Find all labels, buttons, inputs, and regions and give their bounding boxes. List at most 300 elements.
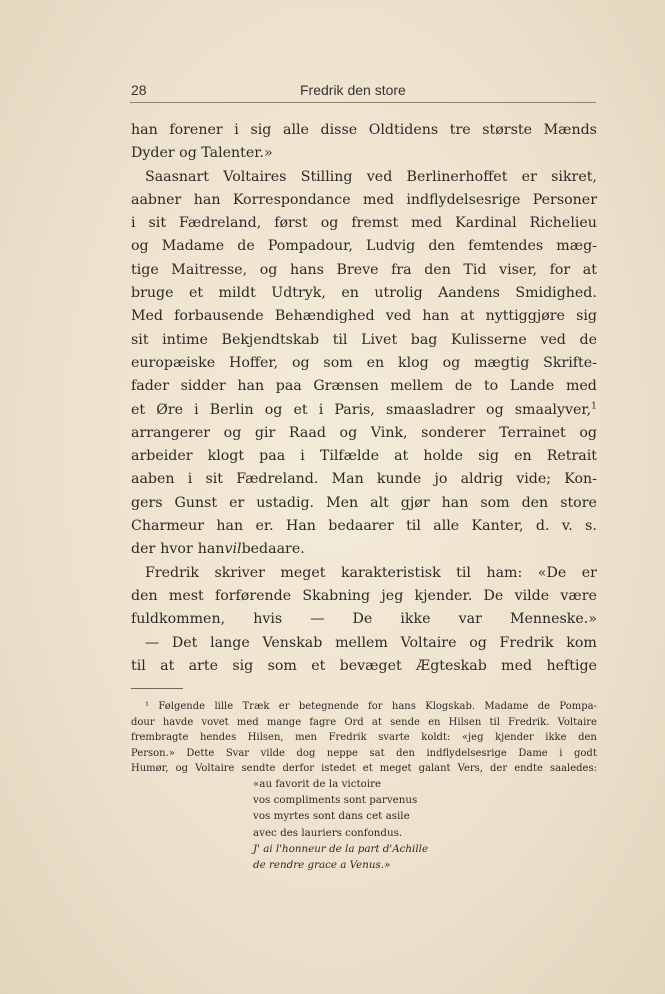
word: paa (275, 378, 302, 395)
text-line (131, 608, 597, 631)
word: Men (326, 494, 359, 511)
word: Berlinerhoffet (406, 168, 508, 185)
word: som (480, 494, 510, 511)
body-text (131, 119, 597, 678)
word: Kardinal (455, 215, 517, 232)
text-line (131, 445, 597, 468)
text-line (131, 212, 597, 235)
word: i (131, 215, 136, 232)
word: er (581, 564, 597, 581)
word: forbausende (174, 308, 264, 325)
word: disse (320, 122, 358, 138)
word: er (229, 494, 245, 511)
word: holde (423, 448, 464, 465)
word: Maitresse, (171, 261, 248, 278)
word: Dame (518, 747, 548, 759)
word: sendte (241, 763, 276, 775)
word: et (188, 285, 204, 302)
word: bevæget (339, 657, 402, 674)
text-line (131, 282, 597, 305)
word: et (362, 763, 373, 775)
word: og (442, 354, 461, 371)
word: Følgende (158, 701, 206, 712)
word: jo (434, 471, 448, 488)
text-line (131, 492, 597, 515)
word: Livet (361, 331, 398, 348)
word: Lande (509, 378, 555, 395)
word: mellem (390, 378, 444, 395)
word: og (291, 354, 310, 371)
word: sig (232, 657, 254, 674)
word: en (341, 285, 359, 302)
word: De (483, 587, 504, 604)
word: betegnende (298, 701, 359, 712)
word: istedet (321, 763, 356, 775)
word: Terrainet (499, 424, 566, 441)
word: intime (162, 331, 208, 348)
word: gers (131, 494, 163, 511)
word: at (371, 716, 382, 728)
word: endte (514, 763, 543, 775)
word: og (579, 424, 597, 441)
word: for (368, 701, 383, 712)
word: de (579, 331, 597, 348)
word: Hilsen (448, 716, 482, 728)
word: Han (285, 518, 316, 535)
word: svarte (378, 732, 410, 744)
word: gir (254, 424, 276, 441)
word: Svar (225, 747, 250, 759)
word: kjender. (414, 587, 473, 604)
word: derfor (282, 763, 315, 775)
word: europæiske (131, 354, 216, 371)
word: ustadig. (256, 494, 315, 511)
footnote (131, 699, 597, 777)
word: et (311, 657, 326, 674)
word: femtendes (468, 238, 544, 255)
word: og (175, 763, 189, 775)
word: mange (266, 716, 302, 728)
running-title: Fredrik den store (300, 82, 406, 98)
word: frembragte (131, 732, 189, 744)
word: den (424, 261, 451, 278)
footnote-rule (131, 688, 183, 689)
word: der (131, 541, 156, 558)
word: de (454, 378, 473, 395)
word: smaasladrer (385, 401, 475, 418)
word: Skrifte- (543, 354, 597, 371)
word: Menneske.» (509, 611, 597, 628)
word: jeg (381, 587, 404, 604)
word: dour (131, 716, 155, 728)
word: med (565, 378, 597, 395)
word: med (411, 215, 443, 232)
word: v. (561, 518, 573, 535)
word: til (489, 716, 500, 728)
verse-line: vos compliments sont parvenus (253, 794, 418, 807)
word: og (264, 401, 283, 418)
word: som (267, 657, 297, 674)
word: Tid (463, 261, 487, 278)
word: Voltaires (223, 168, 287, 185)
word: til (131, 657, 146, 674)
word: Fredrik. (508, 716, 550, 728)
word: han (237, 378, 265, 395)
word: er (278, 701, 290, 712)
text-line (131, 655, 597, 678)
word: kunde (376, 471, 422, 488)
verse-line: avec des lauriers confondus. (253, 826, 403, 839)
word: Aandens (438, 285, 500, 302)
word: som (323, 354, 353, 371)
verse-line: vos myrtes sont dans cet asile (253, 810, 410, 823)
word: klog (397, 354, 429, 371)
word: to (483, 378, 499, 395)
verse-line: de rendre grace a Venus.» (253, 858, 391, 871)
footnote-line (131, 715, 597, 731)
word: fagre (309, 716, 337, 728)
word: en (366, 354, 385, 371)
word: den (396, 747, 415, 759)
word: og (469, 634, 487, 651)
word: smaalyver,$^1$ (514, 400, 597, 418)
text-line (131, 468, 597, 491)
word: ved (540, 331, 566, 348)
footnote-line (131, 730, 597, 746)
word: s. (585, 518, 597, 535)
emphasized-word: vil (224, 541, 242, 558)
word: og (131, 238, 149, 255)
word: ikke (545, 732, 567, 744)
word: med (236, 716, 259, 728)
word: tre (449, 122, 471, 138)
word: der (490, 763, 508, 775)
word: mellem (335, 634, 388, 651)
word: hans (391, 701, 416, 712)
word: Person.» (131, 747, 175, 759)
word: sende (390, 716, 420, 728)
word: Fædreland. (236, 471, 319, 488)
word: hvor (160, 541, 193, 558)
word: med (363, 191, 394, 208)
word: Gunst (174, 494, 218, 511)
word: ham: (486, 564, 523, 581)
word: Bekjendtskab (221, 331, 320, 348)
word: hendes (199, 732, 237, 744)
text-line (131, 538, 597, 561)
word: vilde (514, 587, 550, 604)
word: alle (282, 122, 309, 138)
word: vovet (201, 716, 229, 728)
word: Ægteskab (416, 657, 487, 674)
word: indflydelsesrige (426, 747, 507, 759)
word: aabner (131, 191, 182, 208)
word: han (197, 541, 225, 558)
word: mildt (218, 285, 256, 302)
word: i (300, 448, 305, 465)
word: kom (566, 634, 597, 651)
word: Madame (484, 701, 529, 712)
word: ¹ (145, 701, 150, 712)
word: Korrespondance (232, 191, 351, 208)
word: mest (168, 587, 204, 604)
word: koldt: (421, 732, 451, 744)
word: lille (214, 701, 234, 712)
text-line (131, 305, 597, 328)
word: Tilfælde (319, 448, 379, 465)
word: sig (250, 122, 272, 138)
word: er (521, 168, 537, 185)
word: meget (379, 763, 412, 775)
word: for (549, 261, 571, 278)
word: sig (576, 308, 597, 325)
word: klogt (207, 448, 245, 465)
footnote-line (131, 746, 597, 762)
word: og (320, 215, 339, 232)
word: største (482, 122, 532, 138)
word: Pompa- (559, 701, 597, 712)
word: Fredrik (328, 732, 367, 744)
word: sit (131, 331, 149, 348)
word: Vers, (457, 763, 483, 775)
word: de (537, 701, 551, 712)
word: at (160, 657, 175, 674)
word: bedaarer (328, 518, 394, 535)
verse-line: «au favorit de la victoire (253, 778, 382, 790)
word: sikret, (551, 168, 597, 185)
word: arbeider (131, 448, 193, 465)
word: arte (188, 657, 218, 674)
word: sit (148, 215, 167, 232)
word: saaledes: (549, 763, 597, 775)
word: Øre (156, 401, 184, 418)
word: han (441, 494, 469, 511)
word: han (193, 191, 221, 208)
word: store (560, 494, 597, 511)
word: et (131, 401, 146, 418)
text-line (131, 632, 597, 655)
word: karakteristisk (340, 564, 441, 581)
word: Vink, (370, 424, 408, 441)
page-number: 28 (131, 82, 147, 98)
text-line (131, 166, 597, 189)
word: Ludvig (365, 238, 416, 255)
word: alt (370, 494, 389, 511)
word: d. (535, 518, 550, 535)
word: fra (391, 261, 412, 278)
word: aldrig (460, 471, 504, 488)
text-line (131, 119, 597, 142)
word: Berlin (209, 401, 254, 418)
word: Personer (532, 191, 597, 208)
word: Oldtidens (368, 122, 439, 138)
word: Behændighed (274, 308, 375, 325)
word: den (428, 238, 455, 255)
word: Træk (242, 701, 270, 712)
word: Mænds (543, 122, 597, 138)
word: alle (433, 518, 460, 535)
word: med (501, 657, 533, 674)
word: tige (131, 261, 159, 278)
word: — (310, 611, 325, 628)
word: galant (418, 763, 451, 775)
text-line (131, 142, 597, 165)
word: var (458, 611, 482, 628)
word: forførende (214, 587, 292, 604)
word: han (131, 122, 158, 138)
word: at (394, 448, 409, 465)
text-line (131, 399, 597, 422)
word: en (514, 448, 532, 465)
word: Hoffer, (228, 354, 279, 371)
word: Breve (336, 261, 379, 278)
word: sit (205, 471, 223, 488)
word: og (486, 401, 504, 418)
text-line (131, 259, 597, 282)
word: meget (280, 564, 326, 581)
word: sig (478, 448, 500, 465)
word: Raad (288, 424, 326, 441)
word: og (259, 261, 278, 278)
word: i (194, 401, 199, 418)
word: Fædreland, (179, 215, 262, 232)
word: Humør, (131, 763, 169, 775)
word: ved (385, 308, 412, 325)
word: utrolig (374, 285, 423, 302)
word: indflydelsesrige (406, 191, 521, 208)
word: bag (410, 331, 438, 348)
word: gjør (400, 494, 430, 511)
word: i (559, 747, 563, 759)
word: ved (366, 168, 393, 185)
word: den (578, 732, 597, 744)
word: Grænsen (313, 378, 379, 395)
text-line (131, 189, 597, 212)
word: Voltaire (195, 763, 235, 775)
word: at (582, 261, 597, 278)
word: Pompadour, (267, 238, 353, 255)
word: sidder (180, 378, 226, 395)
word: viser, (499, 261, 538, 278)
word: fremst (351, 215, 399, 232)
word: Retrait (546, 448, 597, 465)
word: bedaare. (241, 541, 305, 558)
word: paa (259, 448, 286, 465)
word: til (456, 564, 471, 581)
word: den (521, 494, 549, 511)
text-line (131, 585, 597, 608)
word: hvis (253, 611, 283, 628)
word: til (406, 518, 421, 535)
word: Ord (344, 716, 364, 728)
word: Richelieu (529, 215, 597, 232)
word: Madame (161, 238, 225, 255)
word: Kon- (564, 471, 597, 488)
word: være (560, 587, 597, 604)
word: mægtig (474, 354, 530, 371)
footnote-line (131, 699, 597, 715)
word: Charmeur (131, 518, 205, 535)
footnote-marker: 1 (591, 400, 597, 411)
word: han (216, 518, 244, 535)
footnote-verse (253, 776, 428, 873)
word: sonderer (421, 424, 486, 441)
word: forener (169, 122, 223, 138)
word: bruge (131, 285, 174, 302)
text-line (131, 235, 597, 258)
text-line (131, 422, 597, 445)
word: kjender (495, 732, 534, 744)
word: Stilling (300, 168, 353, 185)
word: ikke (400, 611, 431, 628)
text-line (131, 352, 597, 375)
word: Voltaire (400, 634, 457, 651)
text-line (131, 329, 597, 352)
word: neppe (326, 747, 358, 759)
word: fader (131, 378, 169, 395)
word: han (422, 308, 450, 325)
word: «jeg (461, 732, 484, 744)
text-line (131, 515, 597, 538)
word: først (274, 215, 308, 232)
word: et (293, 401, 308, 418)
word: nyttiggjøre (485, 308, 565, 325)
word: hans (289, 261, 324, 278)
verse-line: J' ai l'honneur de la part d'Achille (253, 842, 429, 855)
word: heftige (546, 657, 597, 674)
word: lange (210, 634, 250, 651)
word: Fredrik (499, 634, 554, 651)
word: aaben (131, 471, 175, 488)
word: dog (296, 747, 316, 759)
page-header (130, 80, 596, 103)
word: og (339, 424, 358, 441)
word: at (460, 308, 475, 325)
word: sat (369, 747, 385, 759)
word: vide; (516, 471, 552, 488)
word: Smidighed. (515, 285, 597, 302)
word: arrangerer (131, 424, 211, 441)
word: vilde (260, 747, 285, 759)
word: til (332, 331, 348, 348)
word: i (318, 401, 324, 418)
word: skriver (214, 564, 265, 581)
word: er. (255, 518, 274, 535)
word: havde (162, 716, 194, 728)
word: Med (131, 308, 164, 325)
word: Klogskab. (425, 701, 476, 712)
text-line (131, 375, 597, 398)
word: Venskab (262, 634, 323, 651)
word: den (131, 587, 158, 604)
word: «De (537, 564, 567, 581)
word: Hilsen, (247, 732, 284, 744)
word: Udtryk, (271, 285, 326, 302)
word: Fredrik (145, 564, 200, 581)
word: Skabning (302, 587, 371, 604)
word: godt (574, 747, 597, 759)
word: men (295, 732, 317, 744)
word: Saasnart (145, 168, 209, 185)
word: Paris, (334, 401, 375, 418)
word: Dette (186, 747, 215, 759)
word: Kanter, (471, 518, 524, 535)
word: de (237, 238, 255, 255)
word: Dyder og Talenter.» (131, 145, 273, 162)
word: i (187, 471, 193, 488)
word: en (428, 716, 441, 728)
word: og (223, 424, 242, 441)
